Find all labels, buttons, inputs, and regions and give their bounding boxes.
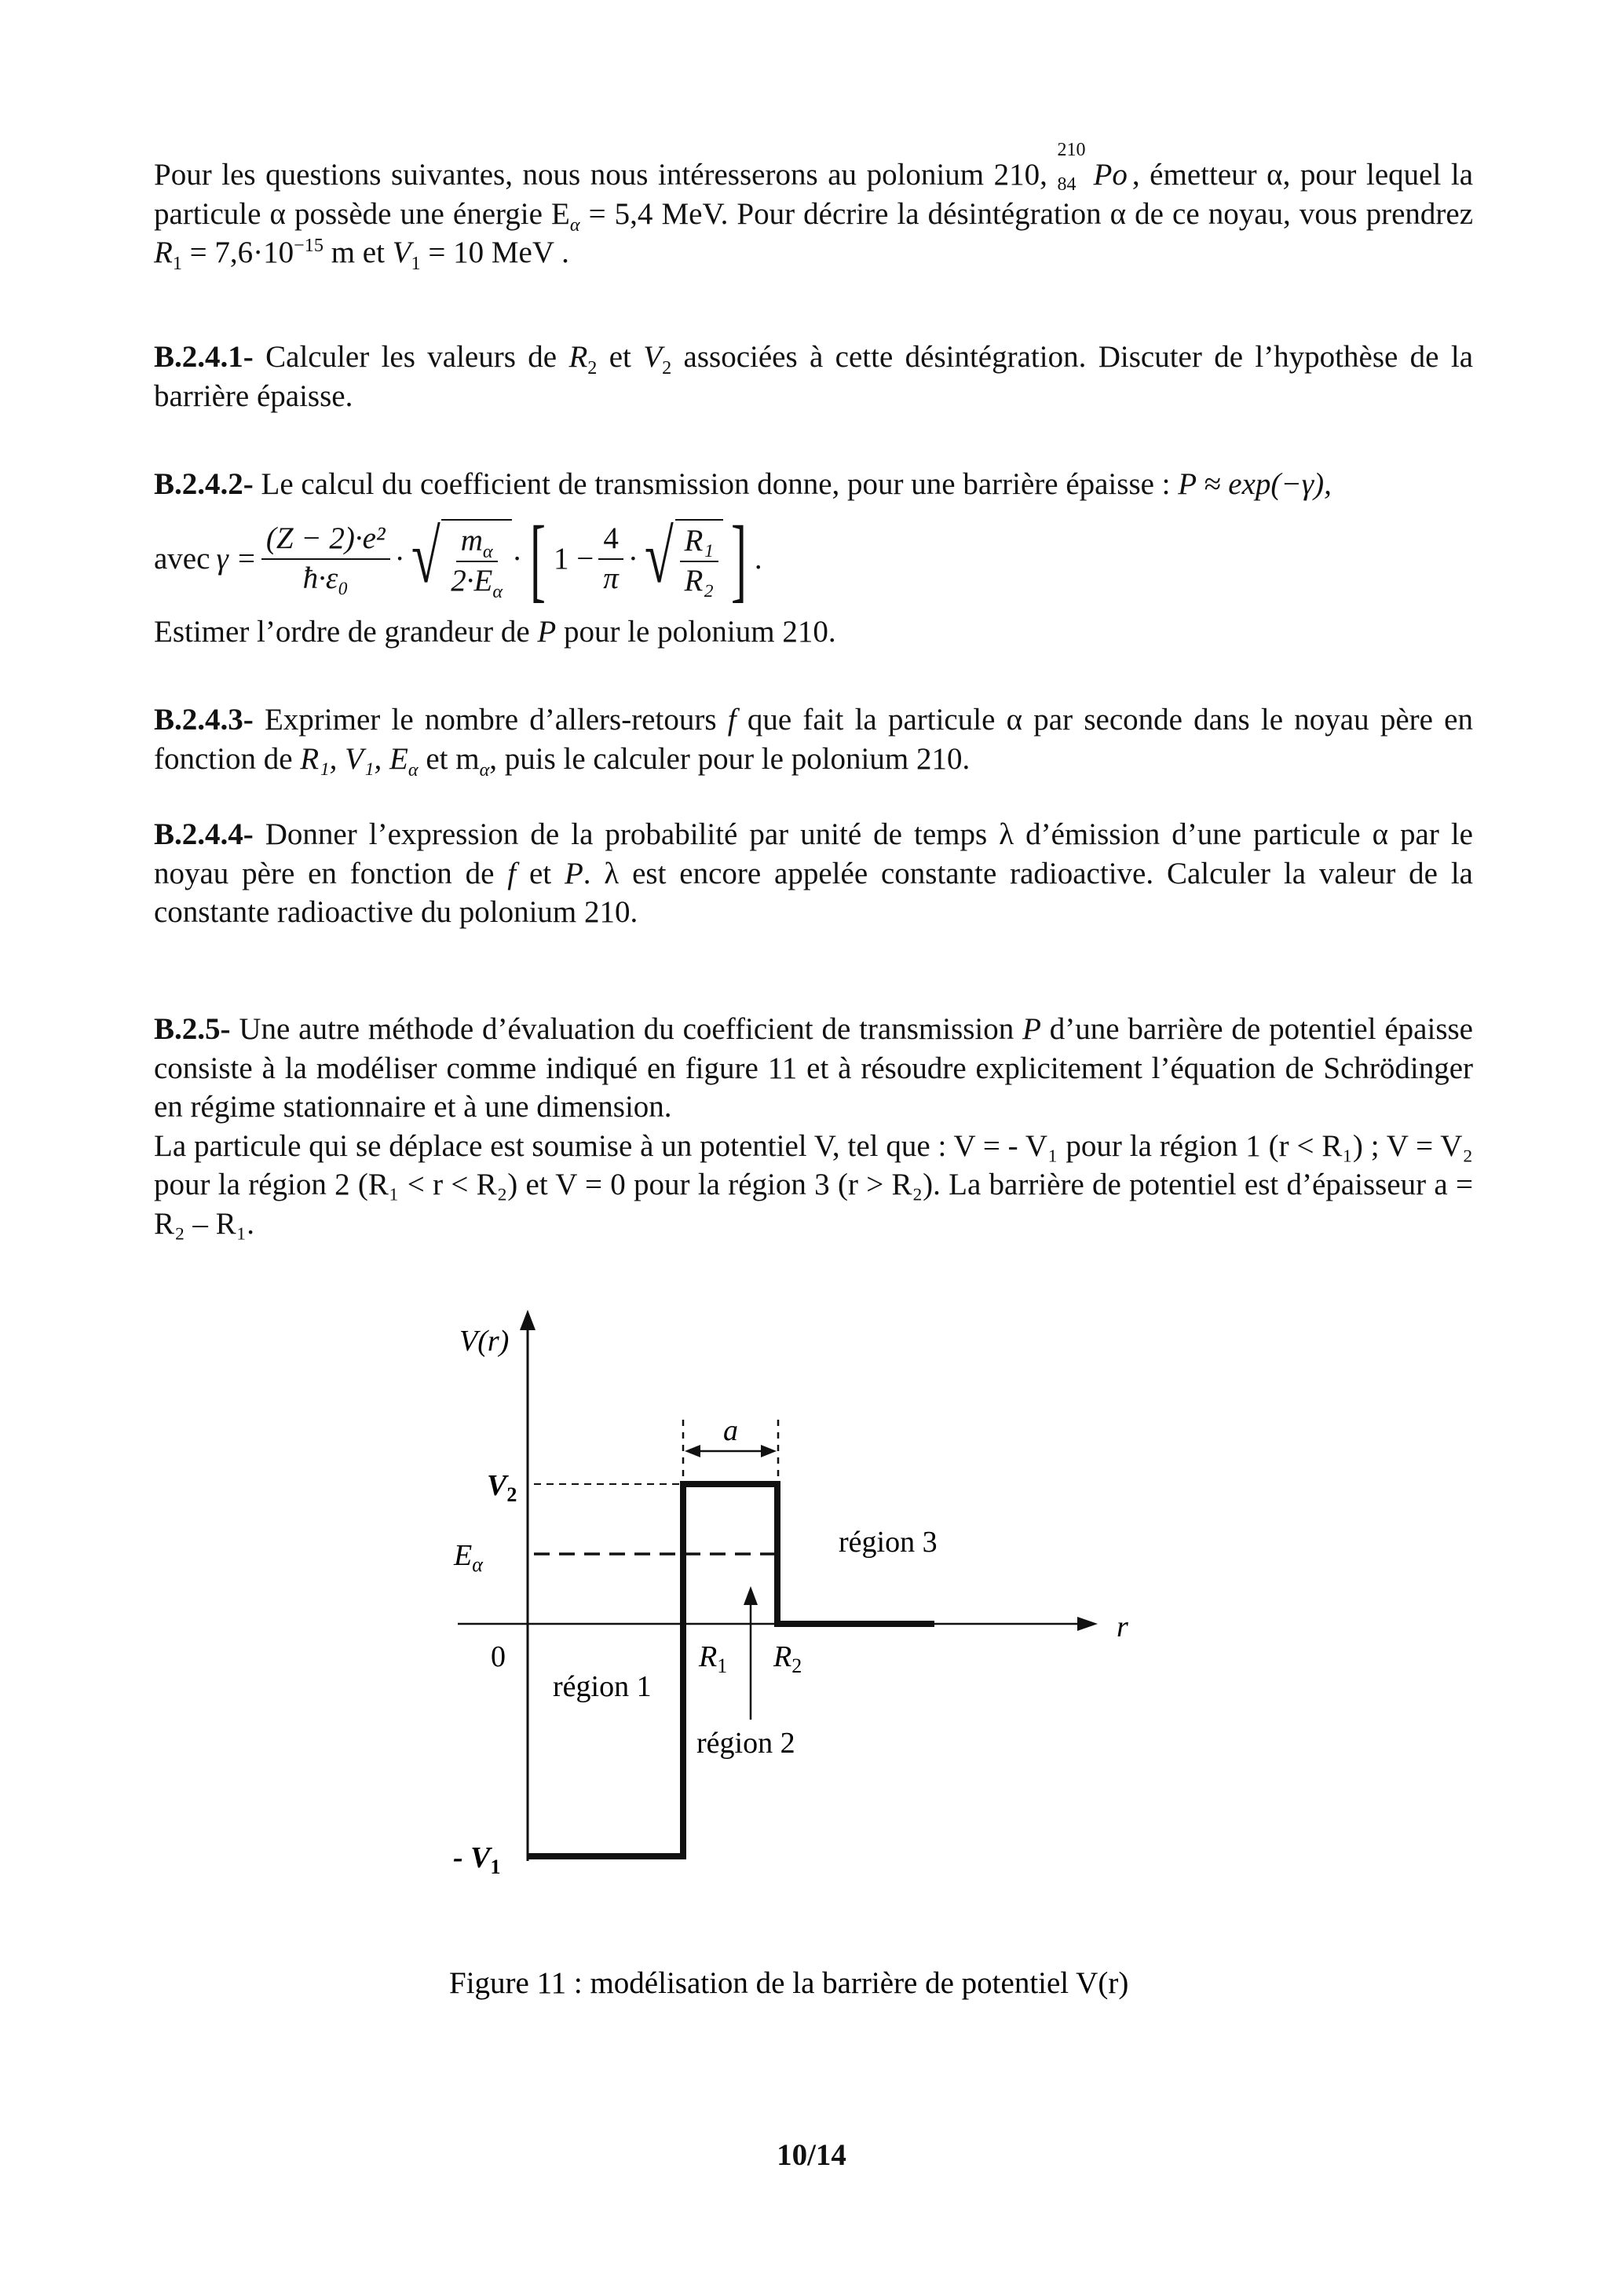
region1-label: région 1 xyxy=(553,1670,652,1703)
a-left-arrow-icon xyxy=(685,1445,700,1457)
q243-vars: R₁, V₁, E xyxy=(300,741,408,776)
v1-label: - $V_1$ xyxy=(453,1841,501,1878)
q243-label: B.2.4.3- xyxy=(154,703,254,737)
x-axis-arrow-icon xyxy=(1077,1617,1098,1631)
r1-unit: m et xyxy=(323,236,393,270)
r-den: R₂ xyxy=(684,563,714,598)
intro-line1: Pour les questions suivantes, nous nous intéresserons au polonium 210, xyxy=(154,158,1047,192)
q244-text-b: . λ est encore appelée constante radioactive. Calculer la valeur de la constante radioactive du polonium 210. xyxy=(154,856,1473,930)
formula-dot: . xyxy=(754,541,762,576)
v1-symbol: V xyxy=(392,236,411,270)
r1-label: $R_1$ xyxy=(699,1640,728,1677)
mass-energy-sqrt: √ $\frac{m_\alpha}{2\cdot E_\alpha}$ xyxy=(405,519,512,599)
gamma-formula: avec γ = $\frac{\text{(Z − 2)·e²}}{\text{ħ·ε₀}}$ · √ $\frac{m_\alpha}{2\cdot E_\alpha}$ · [ 1 − $\frac{4}{\pi}$ · √ $\frac{\text{R₁}}{\text{R₂}}$ ] . xyxy=(154,506,762,611)
region2-label: région 2 xyxy=(696,1727,795,1760)
q241-label: B.2.4.1- xyxy=(154,340,254,374)
q243-vars-sub: α xyxy=(408,759,419,781)
intro-paragraph: Pour les questions suivantes, nous nous intéresserons au polonium 210, 210 84 Po , émetteur α, pour lequel la particule α possède une énergie $E_\alpha = 5,4$ MeV. Pour décrire la désintégration α de ce noyau, vous prendrez $R_1 = 7,6\cdot 10^{-15}$ m et $V_1 = 10$ MeV . xyxy=(154,140,1474,274)
energy-sub: α xyxy=(569,214,580,236)
q241-text-b: et xyxy=(597,340,644,374)
q244-f: f xyxy=(507,856,517,890)
intro-end: . xyxy=(554,236,569,270)
p-expression: P ≈ exp(−γ), xyxy=(1178,467,1332,501)
a-label: a xyxy=(723,1414,738,1447)
pi: π xyxy=(603,561,619,595)
one-minus: 1 − xyxy=(554,541,594,576)
r1-value: = 7,6·10 xyxy=(181,236,294,270)
nuclide-mass: 210 xyxy=(1057,140,1086,160)
q243-text-c: et m xyxy=(418,741,480,776)
r-num: R₁ xyxy=(680,524,718,562)
q243-text-d: , puis le calculer pour le polonium 210. xyxy=(489,741,971,776)
q242-label: B.2.4.2- xyxy=(154,467,254,501)
r1-symbol: R xyxy=(154,236,173,270)
f-symbol: f xyxy=(727,703,737,737)
figure-caption: Figure 11 : modélisation de la barrière de potentiel V(r) xyxy=(449,1966,1129,2000)
v1-value: = 10 MeV xyxy=(420,236,554,270)
sqrt-num-sub: α xyxy=(482,540,493,562)
q243-text-b: que fait la particule α par seconde dans le noyau père en fonction de xyxy=(154,703,1473,776)
sqrt-den: 2·E xyxy=(451,563,493,598)
q242-text: Le calcul du coefficient de transmission donne, pour une barrière épaisse : xyxy=(253,467,1179,501)
gamma-numerator: (Z − 2)·e² xyxy=(261,521,390,560)
estimate-p: P xyxy=(537,614,557,649)
q244-label: B.2.4.4- xyxy=(154,817,254,851)
intro-line2: lequel la particule α possède une énergie E xyxy=(154,158,1474,231)
q243-text-a: Exprimer le nombre d’allers-retours xyxy=(253,703,728,737)
q25-text-b: d’une barrière de potentiel épaisse consiste à la modéliser comme indiqué en figure 11 et à résoudre explicitement l’équation de Schrödinger en régime stationnaire et à une dimension. xyxy=(154,1012,1473,1124)
y-axis-arrow-icon xyxy=(520,1310,536,1330)
x-axis-label: r xyxy=(1117,1610,1128,1643)
r2-symbol: R xyxy=(568,340,588,374)
gamma-symbol: γ = xyxy=(216,541,257,576)
radius-sqrt: √ $\frac{\text{R₁}}{\text{R₂}}$ xyxy=(638,519,723,599)
nuclide-symbol: Po xyxy=(1093,158,1128,192)
a-right-arrow-icon xyxy=(761,1445,777,1457)
energy-label: $E_\alpha$ xyxy=(454,1539,483,1576)
q241-text-c: associées à cette désintégration. Discuter de l’hypothèse de la barrière épaisse. xyxy=(154,340,1474,413)
zero-label: 0 xyxy=(491,1640,506,1673)
q25-paragraph2: La particule qui se déplace est soumise à un potentiel V, tel que : V = - V₁ pour la région 1 (r < R₁) ; V = V₂ pour la région 2 (R₁ < r < R₂) et V = 0 pour la région 3 (r > R₂). La barrière de potentiel est d’épaisseur a = R₂ – R₁. xyxy=(154,1128,1473,1241)
gamma-denominator: ħ·ε₀ xyxy=(302,561,349,595)
r1-exponent: −15 xyxy=(294,235,324,257)
estimate-end: pour le polonium 210. xyxy=(556,614,836,649)
q243-text-c-sub: α xyxy=(479,759,490,781)
q241-text-a: Calculer les valeurs de xyxy=(253,340,569,374)
q25-label: B.2.5- xyxy=(154,1012,231,1046)
q25-text-a: Une autre méthode d’évaluation du coefficient de transmission xyxy=(230,1012,1023,1046)
q25-p: P xyxy=(1022,1012,1041,1046)
q244-and: et xyxy=(516,856,565,890)
intro-line2b: = 5,4 MeV. Pour décrire la désintégration α de ce xyxy=(579,196,1200,231)
sqrt-num: m xyxy=(460,523,483,558)
q244-p: P xyxy=(564,856,583,890)
q244-text-a: Donner l’expression de la probabilité par unité de temps λ d’émission d’une particule α par le noyau père en fonction de xyxy=(154,817,1473,890)
four: 4 xyxy=(598,521,623,560)
v2-symbol: V xyxy=(643,340,663,374)
intro-line1b: , émetteur α, pour xyxy=(1131,158,1357,192)
region2-arrow-icon xyxy=(744,1586,758,1605)
question-b241: B.2.4.1- Calculer les valeurs de $R_2$ et $V_2$ associées à cette désintégration. Discuter de l’hypothèse de la barrière épaisse. xyxy=(154,340,1474,413)
avec-label: avec xyxy=(154,541,210,576)
page-number: 10/14 xyxy=(777,2138,846,2172)
v2-label: $V_2$ xyxy=(487,1469,517,1506)
y-axis-label: V(r) xyxy=(459,1325,510,1358)
nuclide-z: 84 xyxy=(1057,174,1077,195)
sqrt-den-sub: α xyxy=(492,580,503,602)
intro-line3: noyau, vous prendrez xyxy=(1208,196,1474,231)
estimate-text: Estimer l’ordre de grandeur de xyxy=(154,614,538,649)
region3-label: région 3 xyxy=(839,1526,938,1559)
r2-label: $R_2$ xyxy=(773,1640,802,1677)
